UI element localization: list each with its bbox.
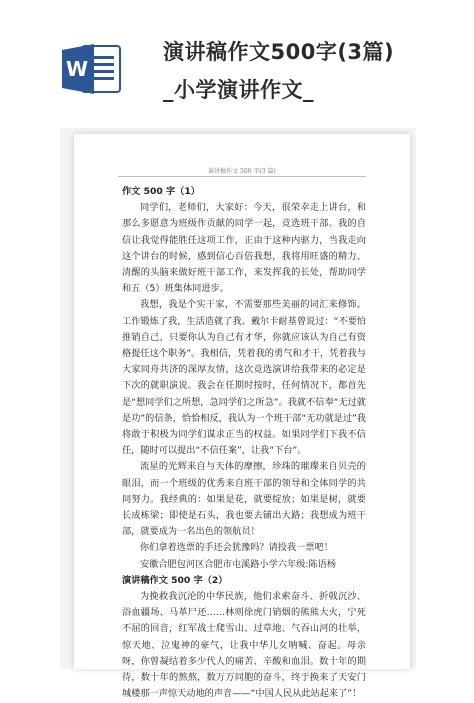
page-header: [0, 0, 474, 120]
document-body: [122, 184, 366, 703]
word-doc-icon: [62, 42, 124, 96]
page-subtitle: _小学演讲作文_: [163, 78, 314, 102]
paragraph: 你们拿着选票的手还会犹豫吗？请投我一票吧！: [140, 542, 333, 554]
paragraph: 同学们，老师们，大家好：今天，很荣幸走上讲台，和那么多愿意为班级作贡献的同学一起，竞选班干部。我的自信让我觉得能胜任这项工作，正由于这种内驱力，当我走向这个讲台的时候，感到信心百倍我想，我将用旺盛的精力、清醒的头脑来做好班干部工作，来发挥我的长处，帮助同学和五（5）班集体同进步。: [122, 202, 366, 295]
section-heading: 演讲稿作文 500 字（2）: [122, 574, 228, 586]
header-divider: [118, 176, 366, 177]
paragraph: 我想，我是个实干家，不需要那些美丽的词汇来修饰。工作锻炼了我，生活造就了我。戴尔卡耐基曾说过：“不要怕推销自己，只要你认为自己有才华，你就应该认为自己有资格提任这个职务”。我相信，凭着我的勇气和才干，凭着我与大家同舟共济的深厚友情，这次竞选演讲给我带来的必定是下次的就职演说。我会在任期时按时，任何情况下，都首先是“想同学们之所想，急同学们之所急”。我就不信奉“无过就是功”的信条，恰恰相反，我认为一个班干部“无功就是过”我将敢于积极为同学们谋求正当的权益。如果同学们下我不信任，随时可以提出“不信任案”，让我“下台”。: [122, 299, 366, 457]
paragraph: 为挽救我沉沦的中华民族，他们求索奋斗、折戟沉沙、浴血疆场、马革尸还……林则徐虎门销烟的熊熊大火，宁死不屈的回音，红军战士爬雪山、过草地、气吞山河的壮举，惊天地、泣鬼神的豪气，让我中华儿女呐喊、奋起。母亲呀，你曾凝结着多少代人的痛苦、辛酸和血泪。数十年的期待，数十年的熬熬，数万万同胞的奋斗，终于换来了天安门城楼那一声惊天动地的声音——“中国人民从此站起来了”！: [122, 591, 366, 700]
paragraph: 流星的光辉来自与天体的摩擦，珍珠的璀璨来自贝壳的眼泪，而一个班级的优秀来自班干部的领导和全体同学的共同努力。我经典的：如果是花，就要绽放；如果是树，就要长成栋梁；即使是石头，我也要去铺出大路；我想成为班干部，就要成为一名出色的领航员！: [122, 461, 366, 538]
page-title: 演讲稿作文500字(3篇): [163, 40, 395, 64]
document-page: [74, 134, 410, 700]
running-header: 演讲稿作文 500 字(3 篇): [208, 168, 276, 175]
section-heading: 作文 500 字（1）: [122, 186, 200, 197]
word-icon-letter: W: [65, 57, 89, 81]
author-line: 安徽合肥包河区合肥市屯溪路小学六年级:陈语杨: [140, 558, 337, 570]
